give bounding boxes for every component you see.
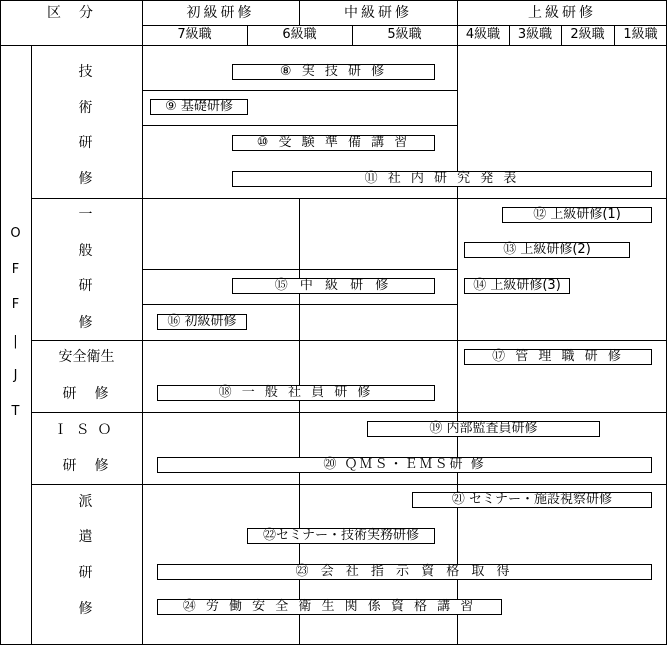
program-jokyu-1: ⑫ 上級研修(1) [502,207,652,223]
category-line: 研 [78,278,95,294]
program-naibu-kansa: ⑲ 内部監査員研修 [367,421,600,437]
program-juken: ⑩ 受 験 準 備 講 習 [232,135,435,151]
grade-2: 2級職 [570,27,605,42]
category-line: 研 修 [62,386,111,402]
category-line: 術 [78,100,95,116]
grade-7: 7級職 [177,27,212,42]
header-kubun: 区 分 [47,5,95,21]
off-jt-letter: J [13,368,18,383]
program-shokyu: ⑯ 初級研修 [157,314,247,330]
off-jt-letter: F [11,262,20,277]
category-line: 研 修 [62,458,111,474]
header-shokyu: 初級研修 [186,5,255,21]
category-line: 派 [78,494,95,510]
program-jokyu-3: ⑭ 上級研修(3) [464,278,570,294]
program-shanai: ⑪ 社 内 研 究 発 表 [232,171,652,187]
category-line: 一 [78,207,95,223]
program-kanrishoku: ⑰ 管 理 職 研 修 [464,349,652,365]
program-rodo-anzen: ㉔ 労 働 安 全 衛 生 関 係 資 格 講 習 [157,599,502,615]
program-ippan-shain: ⑱ 一 般 社 員 研 修 [157,385,435,401]
program-qms-ems: ⑳ ＱＭＳ・ＥＭＳ研 修 [157,457,652,473]
category-line: 研 [78,135,95,151]
grade-6: 6級職 [282,27,317,42]
off-jt-letter: T [11,404,20,419]
category-line: 修 [78,601,95,617]
category-line: 技 [78,64,95,80]
category-line: 般 [78,243,95,259]
grade-3: 3級職 [517,27,553,42]
category-line: 安全衛生 [58,349,115,365]
category-line: 修 [78,315,95,331]
grade-1: 1級職 [623,27,658,42]
program-seminar-shisetsu: ㉑ セミナー・施設視察研修 [412,492,652,508]
grade-4: 4級職 [465,27,501,42]
program-kiso: ⑨ 基礎研修 [150,99,248,115]
off-jt-letter: O [10,226,21,241]
program-jokyu-2: ⑬ 上級研修(2) [464,242,630,258]
category-line: 修 [78,171,95,187]
program-chukyu: ⑮ 中 級 研 修 [232,278,435,294]
category-line: 遣 [78,529,95,545]
program-shikaku-shutoku: ㉓ 会 社 指 示 資 格 取 得 [157,564,652,580]
off-jt-letter: | [13,334,18,349]
program-seminar-gijutsu: ㉒セミナー・技術実務研修 [247,528,435,544]
header-jokyu: 上級研修 [528,5,596,21]
category-line: ＩＳＯ [53,422,120,438]
header-chukyu: 中級研修 [344,5,412,21]
program-jitsugi: ⑧ 実 技 研 修 [232,64,435,80]
grade-5: 5級職 [387,27,422,42]
off-jt-letter: F [11,297,20,312]
category-line: 研 [78,565,95,581]
